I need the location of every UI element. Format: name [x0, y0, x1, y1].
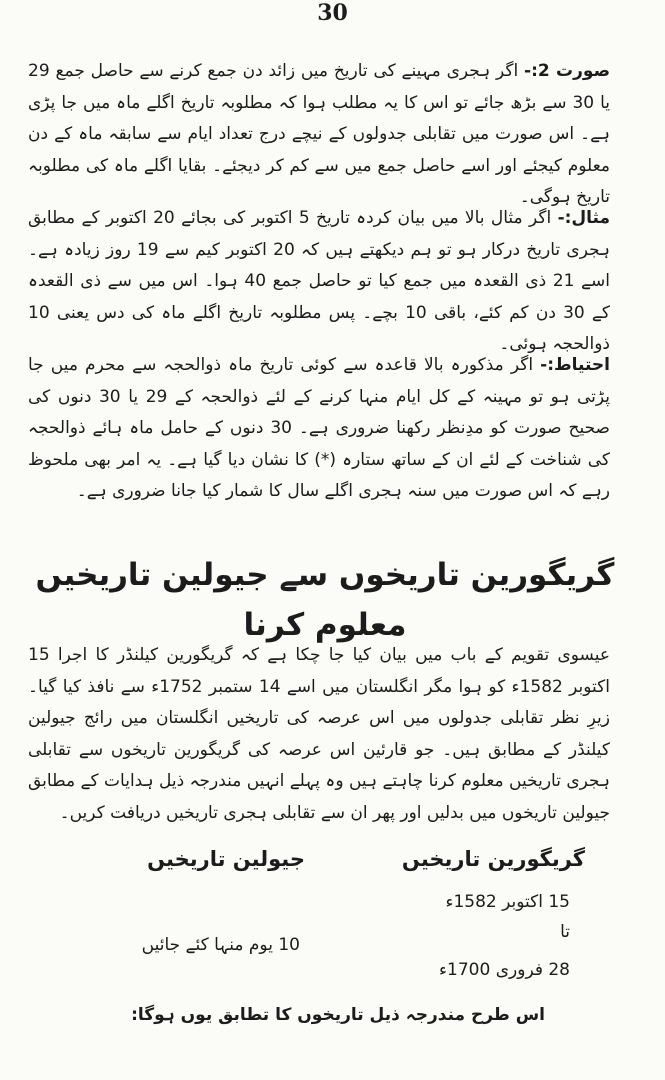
example-text: اگر مثال بالا میں بیان کردہ تاریخ 5 اکتوبر کی بجائے 20 اکتوبر کے مطابق ہجری تاریخ درکار ہو تو ہم دیکھتے ہیں کہ 20 اکتوبر کیم سے 19 روز زیادہ ہے۔ اسے 21 ذی القعدہ میں جمع کیا تو حاصل جمع 40 ہوا۔ اس میں سے ذی القعدہ کے 30 دن کم کئے، باقی 10 بچے۔ پس مطلوبہ تاریخ اگلے ماہ کی دس یعنی 10 ذوالحجہ ہوئی۔ — [28, 208, 611, 354]
case-2-label: صورت 2:- — [524, 61, 610, 81]
to-date: 28 فروری 1700ء — [439, 960, 570, 980]
page-number: 30 — [317, 0, 348, 26]
deduct-note: 10 یوم منہا کئے جائیں — [141, 935, 300, 955]
case-2-text: اگر ہجری مہینے کی تاریخ میں زائد دن جمع کرنے سے حاصل جمع 29 یا 30 سے بڑھ جائے تو اس کا یہ مطلب ہوا کہ مطلوبہ تاریخ اگلے ماہ میں جا پڑی ہے۔ اس صورت میں تقابلی جدولوں کے نیچے درج تعداد ایام سے سابقہ ماہ کے دن معلوم کیجئے اور اسے حاصل جمع میں سے کم کر دیجئے۔ بقایا اگلے ماہ کی مطلوبہ تاریخ ہوگی۔ — [28, 61, 610, 207]
closing-line: اس طرح مندرجہ ذیل تاریخوں کا تطابق یوں ہوگا: — [131, 1005, 545, 1025]
column-heading-julian: جیولین تاریخیں — [147, 847, 305, 871]
caution-label: احتیاط:- — [540, 355, 610, 375]
caution-text: اگر مذکورہ بالا قاعدہ سے کوئی تاریخ ماہ ذوالحجہ سے محرم میں جا پڑتی ہو تو مہینہ کے کل ایام منہا کرنے کے لئے ذوالحجہ کے 29 یا 30 دنوں کی صحیح صورت کو مدِنظر رکھنا ضروری ہے۔ 30 دنوں کے حامل ماہ ہائے ذوالحجہ کی شناخت کے لئے ان کے ساتھ ستارہ (*) کا نشان دیا گیا ہے۔ یہ امر بھی ملحوظ رہے کہ اس صورت میں سنہ ہجری اگلے سال کا شمار کیا جانا ضروری ہے۔ — [28, 355, 611, 501]
column-heading-gregorian: گریگورین تاریخیں — [401, 847, 585, 871]
paragraph-case-2 — [28, 56, 610, 214]
paragraph-gregorian-intro: عیسوی تقویم کے باب میں بیان کیا جا چکا ہے کہ گریگورین کیلنڈر کا اجرا 15 اکتوبر 1582ء کو ہوا مگر انگلستان میں اسے 14 ستمبر 1752ء سے نافذ کیا گیا۔ زیرِ نظر تقابلی جدولوں میں اس عرصہ کی تاریخیں انگلستان میں رائج جیولین کیلنڈر کے مطابق ہیں۔ جو قارئین اس عرصہ کی گریگورین تاریخوں سے تقابلی ہجری تاریخیں معلوم کرنا چاہتے ہیں وہ پہلے انہیں مندرجہ ذیل ہدایات کے مطابق جیولین تاریخوں میں بدلیں اور پھر ان سے تقابلی ہجری تاریخیں دریافت کریں۔ — [28, 645, 610, 823]
from-date: 15 اکتوبر 1582ء — [445, 892, 570, 912]
example-label: مثال:- — [557, 208, 611, 228]
to-word: تا — [560, 922, 570, 942]
paragraph-caution — [28, 350, 610, 508]
paragraph-example — [28, 203, 610, 361]
section-heading: گریگورین تاریخوں سے جیولین تاریخیں معلوم کرنا — [35, 557, 615, 643]
